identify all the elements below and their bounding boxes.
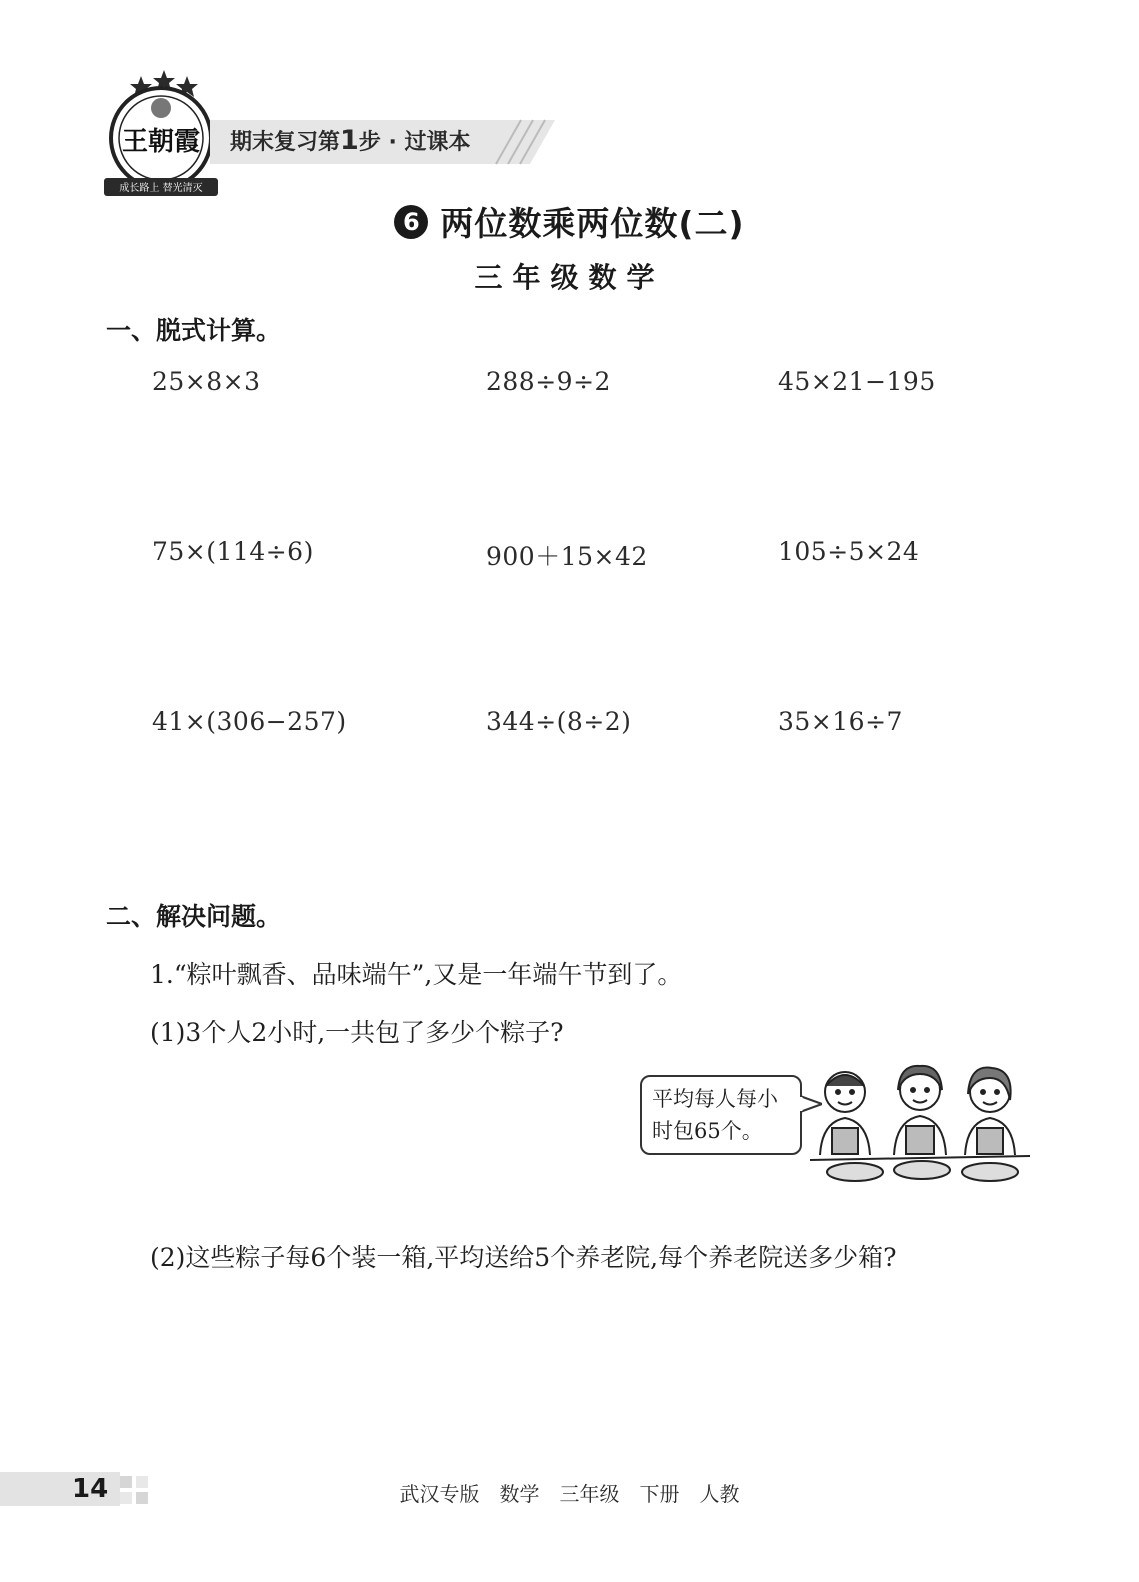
footer-book-info	[0, 1478, 1139, 1507]
lesson-subtitle: 三年级数学	[474, 261, 665, 294]
banner-suffix: 步 · 过课本	[358, 130, 471, 155]
calc-expression: 900＋15×42	[486, 542, 648, 571]
footer-grade: 三年级	[559, 1482, 620, 1506]
question-1-intro: 1.“粽叶飘香、品味端午”,又是一年端午节到了。	[150, 960, 683, 989]
calc-expression: 35×16÷7	[778, 707, 903, 736]
banner-step-number: 1	[340, 125, 359, 156]
calc-expression: 344÷(8÷2)	[486, 707, 632, 736]
svg-text:王朝霞: 王朝霞	[121, 127, 201, 157]
calc-expression: 288÷9÷2	[486, 367, 611, 396]
banner-prefix: 期末复习第	[230, 130, 341, 155]
footer-subject: 数学	[499, 1482, 540, 1506]
speech-bubble-line: 平均每人每小	[652, 1087, 778, 1111]
speech-bubble-line: 时包65个。	[652, 1119, 763, 1143]
calc-expression: 25×8×3	[152, 367, 261, 396]
calc-expression: 105÷5×24	[778, 537, 920, 566]
page-number: 14	[72, 1474, 109, 1504]
calc-expression: 41×(306−257)	[152, 707, 347, 736]
people-making-zongzi-illustration	[810, 1060, 1030, 1190]
footer-edition: 武汉专版	[399, 1482, 480, 1506]
lesson-number-badge: 6	[394, 205, 428, 239]
header-banner-text	[230, 125, 471, 156]
question-1-part-2: (2)这些粽子每6个装一箱,平均送给5个养老院,每个养老院送多少箱?	[150, 1243, 897, 1272]
speech-bubble	[640, 1075, 802, 1155]
footer-volume: 下册	[639, 1482, 680, 1506]
footer-publisher: 人教	[699, 1482, 740, 1506]
speech-bubble-text	[652, 1083, 790, 1147]
calc-expression: 45×21−195	[778, 367, 936, 396]
lesson-title	[0, 198, 1139, 245]
question-1-part-1: (1)3个人2小时,一共包了多少个粽子?	[150, 1018, 564, 1047]
calc-expression: 75×(114÷6)	[152, 537, 314, 566]
svg-text:成长路上 替光清灭: 成长路上 替光清灭	[119, 183, 203, 194]
section-heading-word-problems: 二、解决问题。	[106, 902, 282, 931]
section-heading-calculation: 一、脱式计算。	[106, 316, 282, 345]
lesson-title-text: 两位数乘两位数(二)	[440, 204, 745, 243]
